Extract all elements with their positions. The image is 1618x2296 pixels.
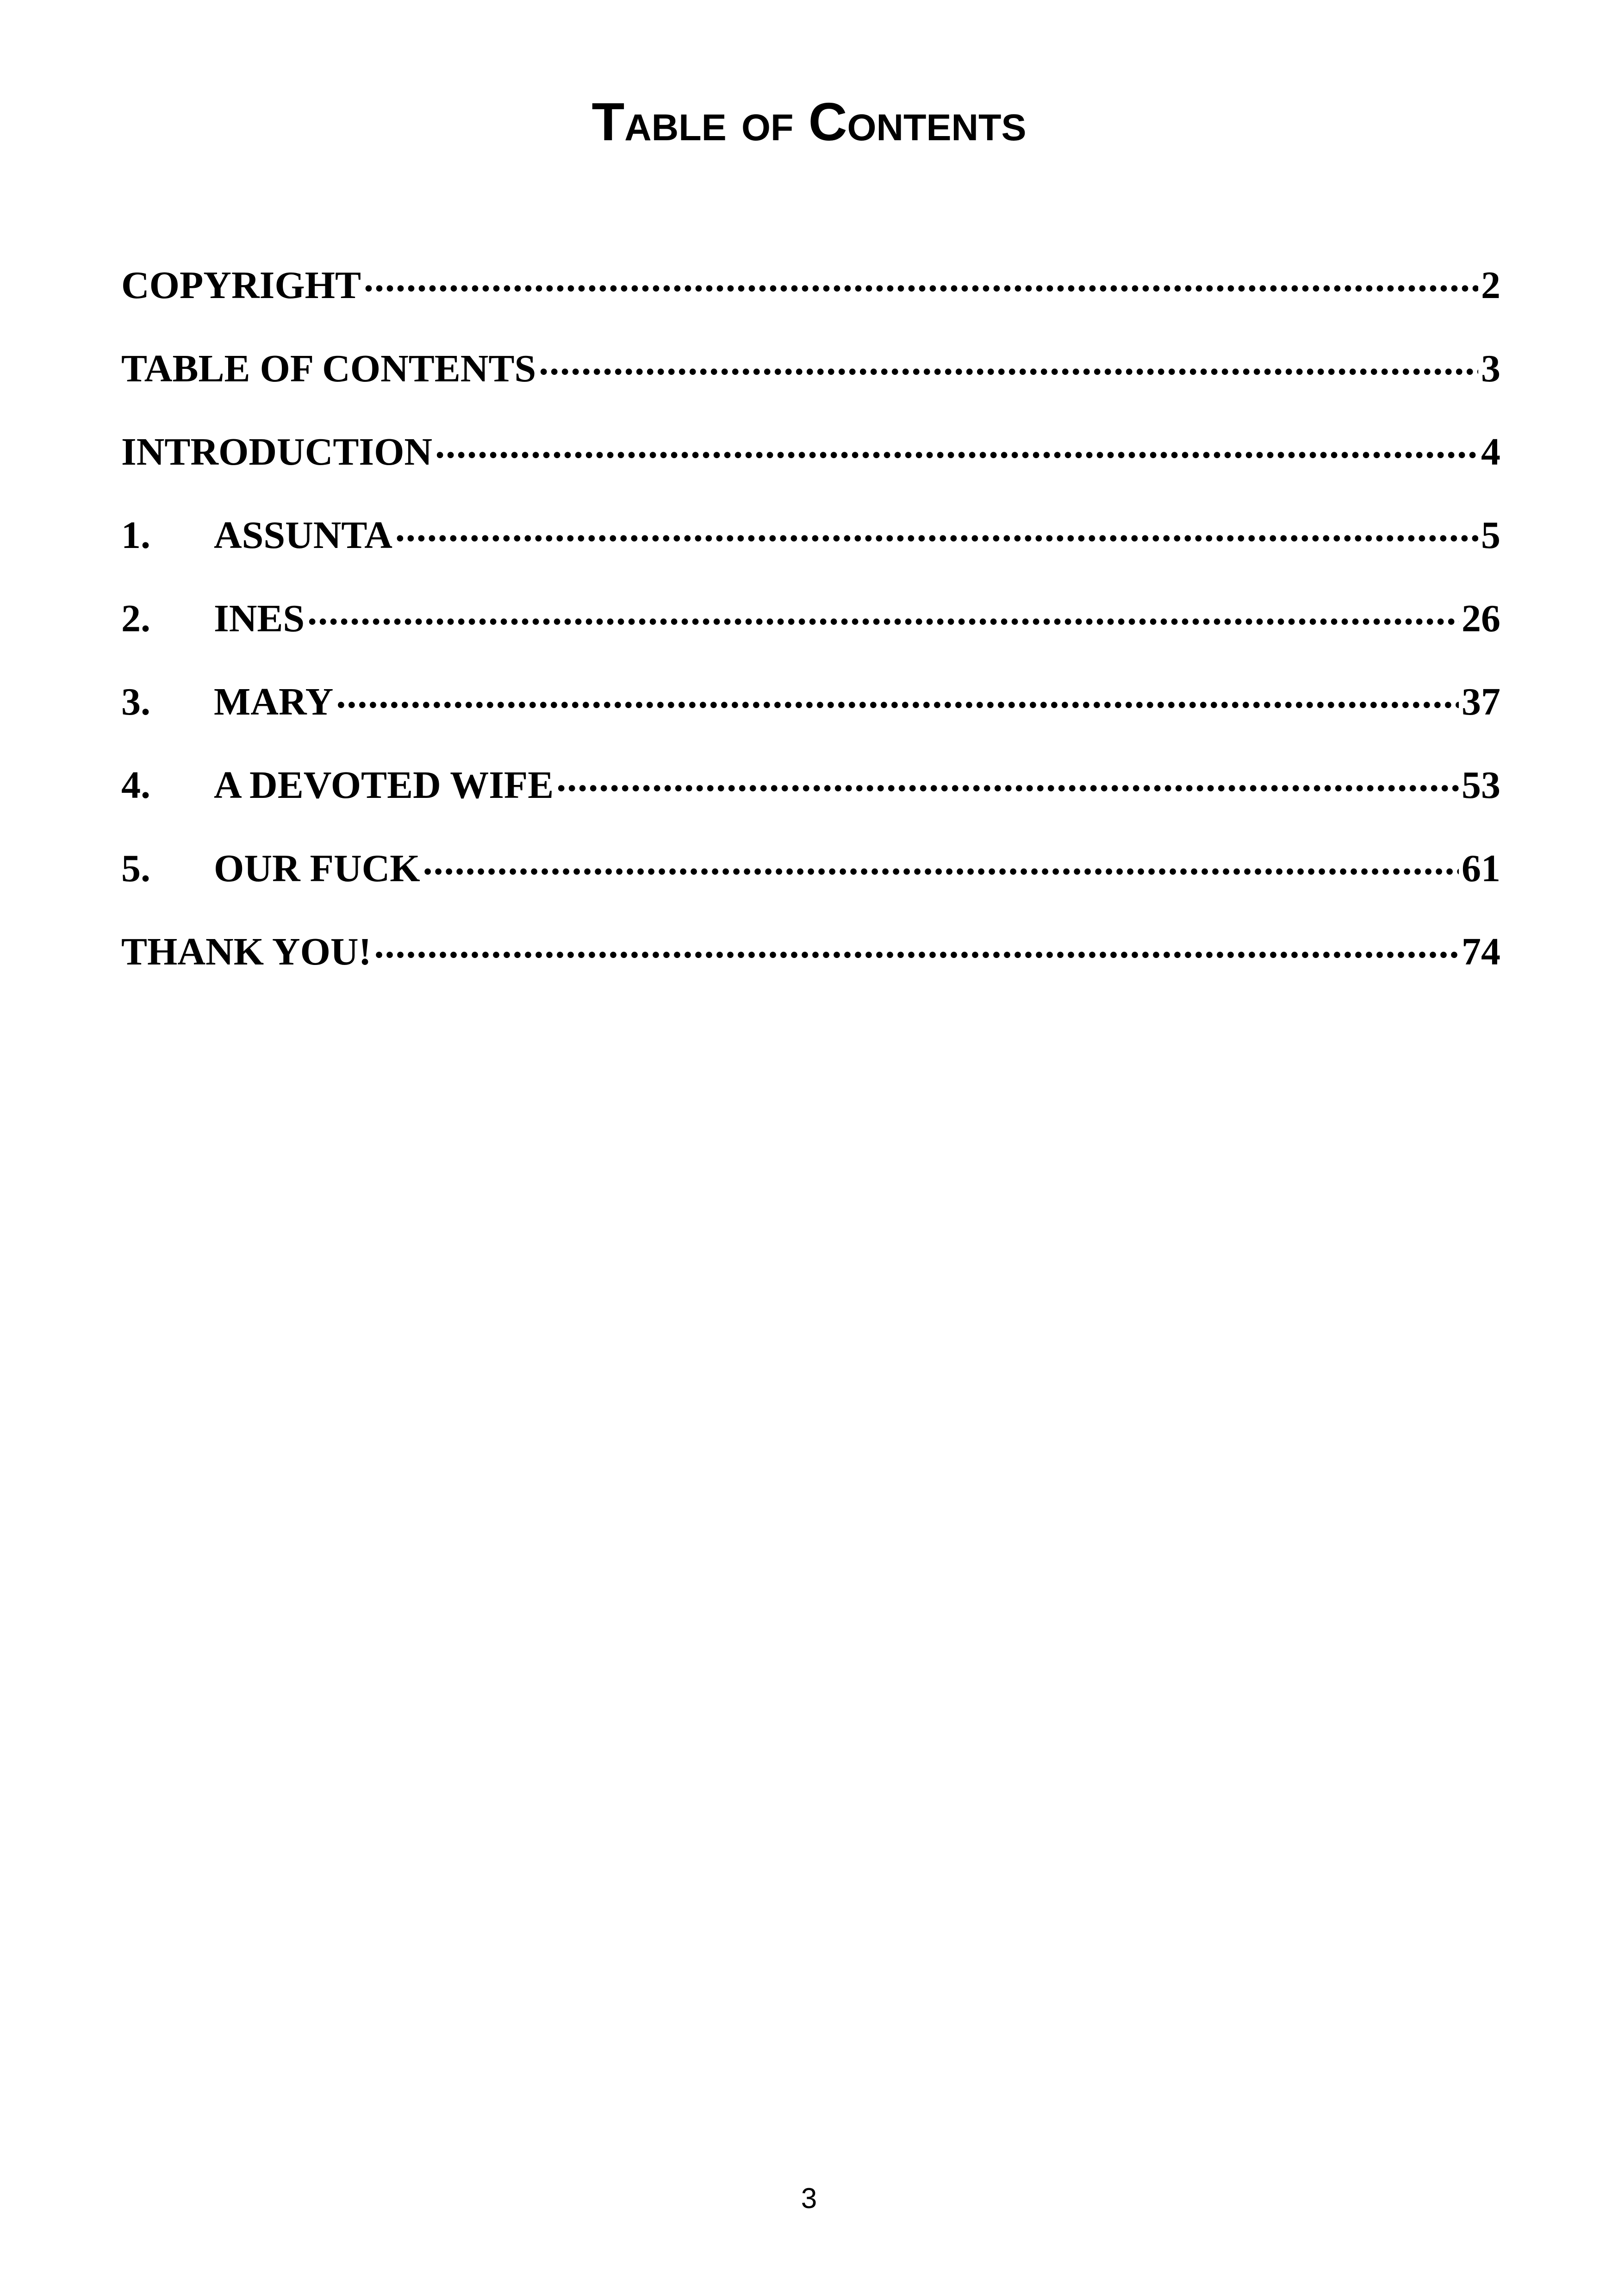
dot-leader bbox=[435, 426, 1478, 465]
toc-entry-thank-you[interactable] bbox=[121, 926, 1500, 1009]
toc-entry-page: 37 bbox=[1462, 680, 1500, 723]
page-title: Table of Contents bbox=[591, 92, 1027, 152]
toc-entry-page: 74 bbox=[1462, 930, 1500, 973]
toc-entry-number: 3. bbox=[121, 680, 150, 723]
dot-leader bbox=[307, 592, 1459, 631]
dot-leader bbox=[423, 842, 1459, 881]
dot-leader bbox=[556, 759, 1459, 798]
toc-entry-copyright[interactable] bbox=[121, 259, 1500, 342]
toc-entry-label: INTRODUCTION bbox=[121, 430, 433, 473]
toc-entry-page: 61 bbox=[1462, 847, 1500, 890]
toc-entry-page: 53 bbox=[1462, 764, 1500, 807]
footer-page-number: 3 bbox=[801, 2183, 817, 2215]
toc-entry-chapter-2[interactable] bbox=[121, 592, 1500, 676]
toc-entry-chapter-1[interactable] bbox=[121, 509, 1500, 592]
toc-entry-label: ASSUNTA bbox=[214, 514, 392, 557]
toc-entry-page: 5 bbox=[1481, 514, 1500, 557]
toc-entry-label: OUR FUCK bbox=[214, 847, 420, 890]
table-of-contents bbox=[121, 259, 1500, 1009]
dot-leader bbox=[364, 259, 1478, 298]
toc-entry-table-of-contents[interactable] bbox=[121, 342, 1500, 426]
toc-entry-label: MARY bbox=[214, 680, 334, 723]
toc-entry-label: TABLE OF CONTENTS bbox=[121, 347, 536, 390]
toc-entry-number: 4. bbox=[121, 764, 150, 807]
toc-entry-number: 5. bbox=[121, 847, 150, 890]
toc-entry-label: THANK YOU! bbox=[121, 930, 372, 973]
toc-entry-chapter-3[interactable] bbox=[121, 676, 1500, 759]
toc-entry-page: 3 bbox=[1481, 347, 1500, 390]
toc-entry-number: 2. bbox=[121, 597, 150, 640]
dot-leader bbox=[336, 676, 1459, 715]
toc-entry-page: 26 bbox=[1462, 597, 1500, 640]
toc-entry-chapter-4[interactable] bbox=[121, 759, 1500, 842]
toc-entry-label: INES bbox=[214, 597, 305, 640]
dot-leader bbox=[374, 926, 1459, 964]
toc-entry-label: COPYRIGHT bbox=[121, 264, 361, 307]
toc-entry-page: 2 bbox=[1481, 264, 1500, 307]
toc-entry-introduction[interactable] bbox=[121, 426, 1500, 509]
toc-entry-chapter-5[interactable] bbox=[121, 842, 1500, 926]
dot-leader bbox=[539, 342, 1478, 381]
toc-entry-number: 1. bbox=[121, 514, 150, 557]
dot-leader bbox=[395, 509, 1478, 548]
toc-entry-page: 4 bbox=[1481, 430, 1500, 473]
toc-entry-label: A DEVOTED WIFE bbox=[214, 764, 554, 807]
